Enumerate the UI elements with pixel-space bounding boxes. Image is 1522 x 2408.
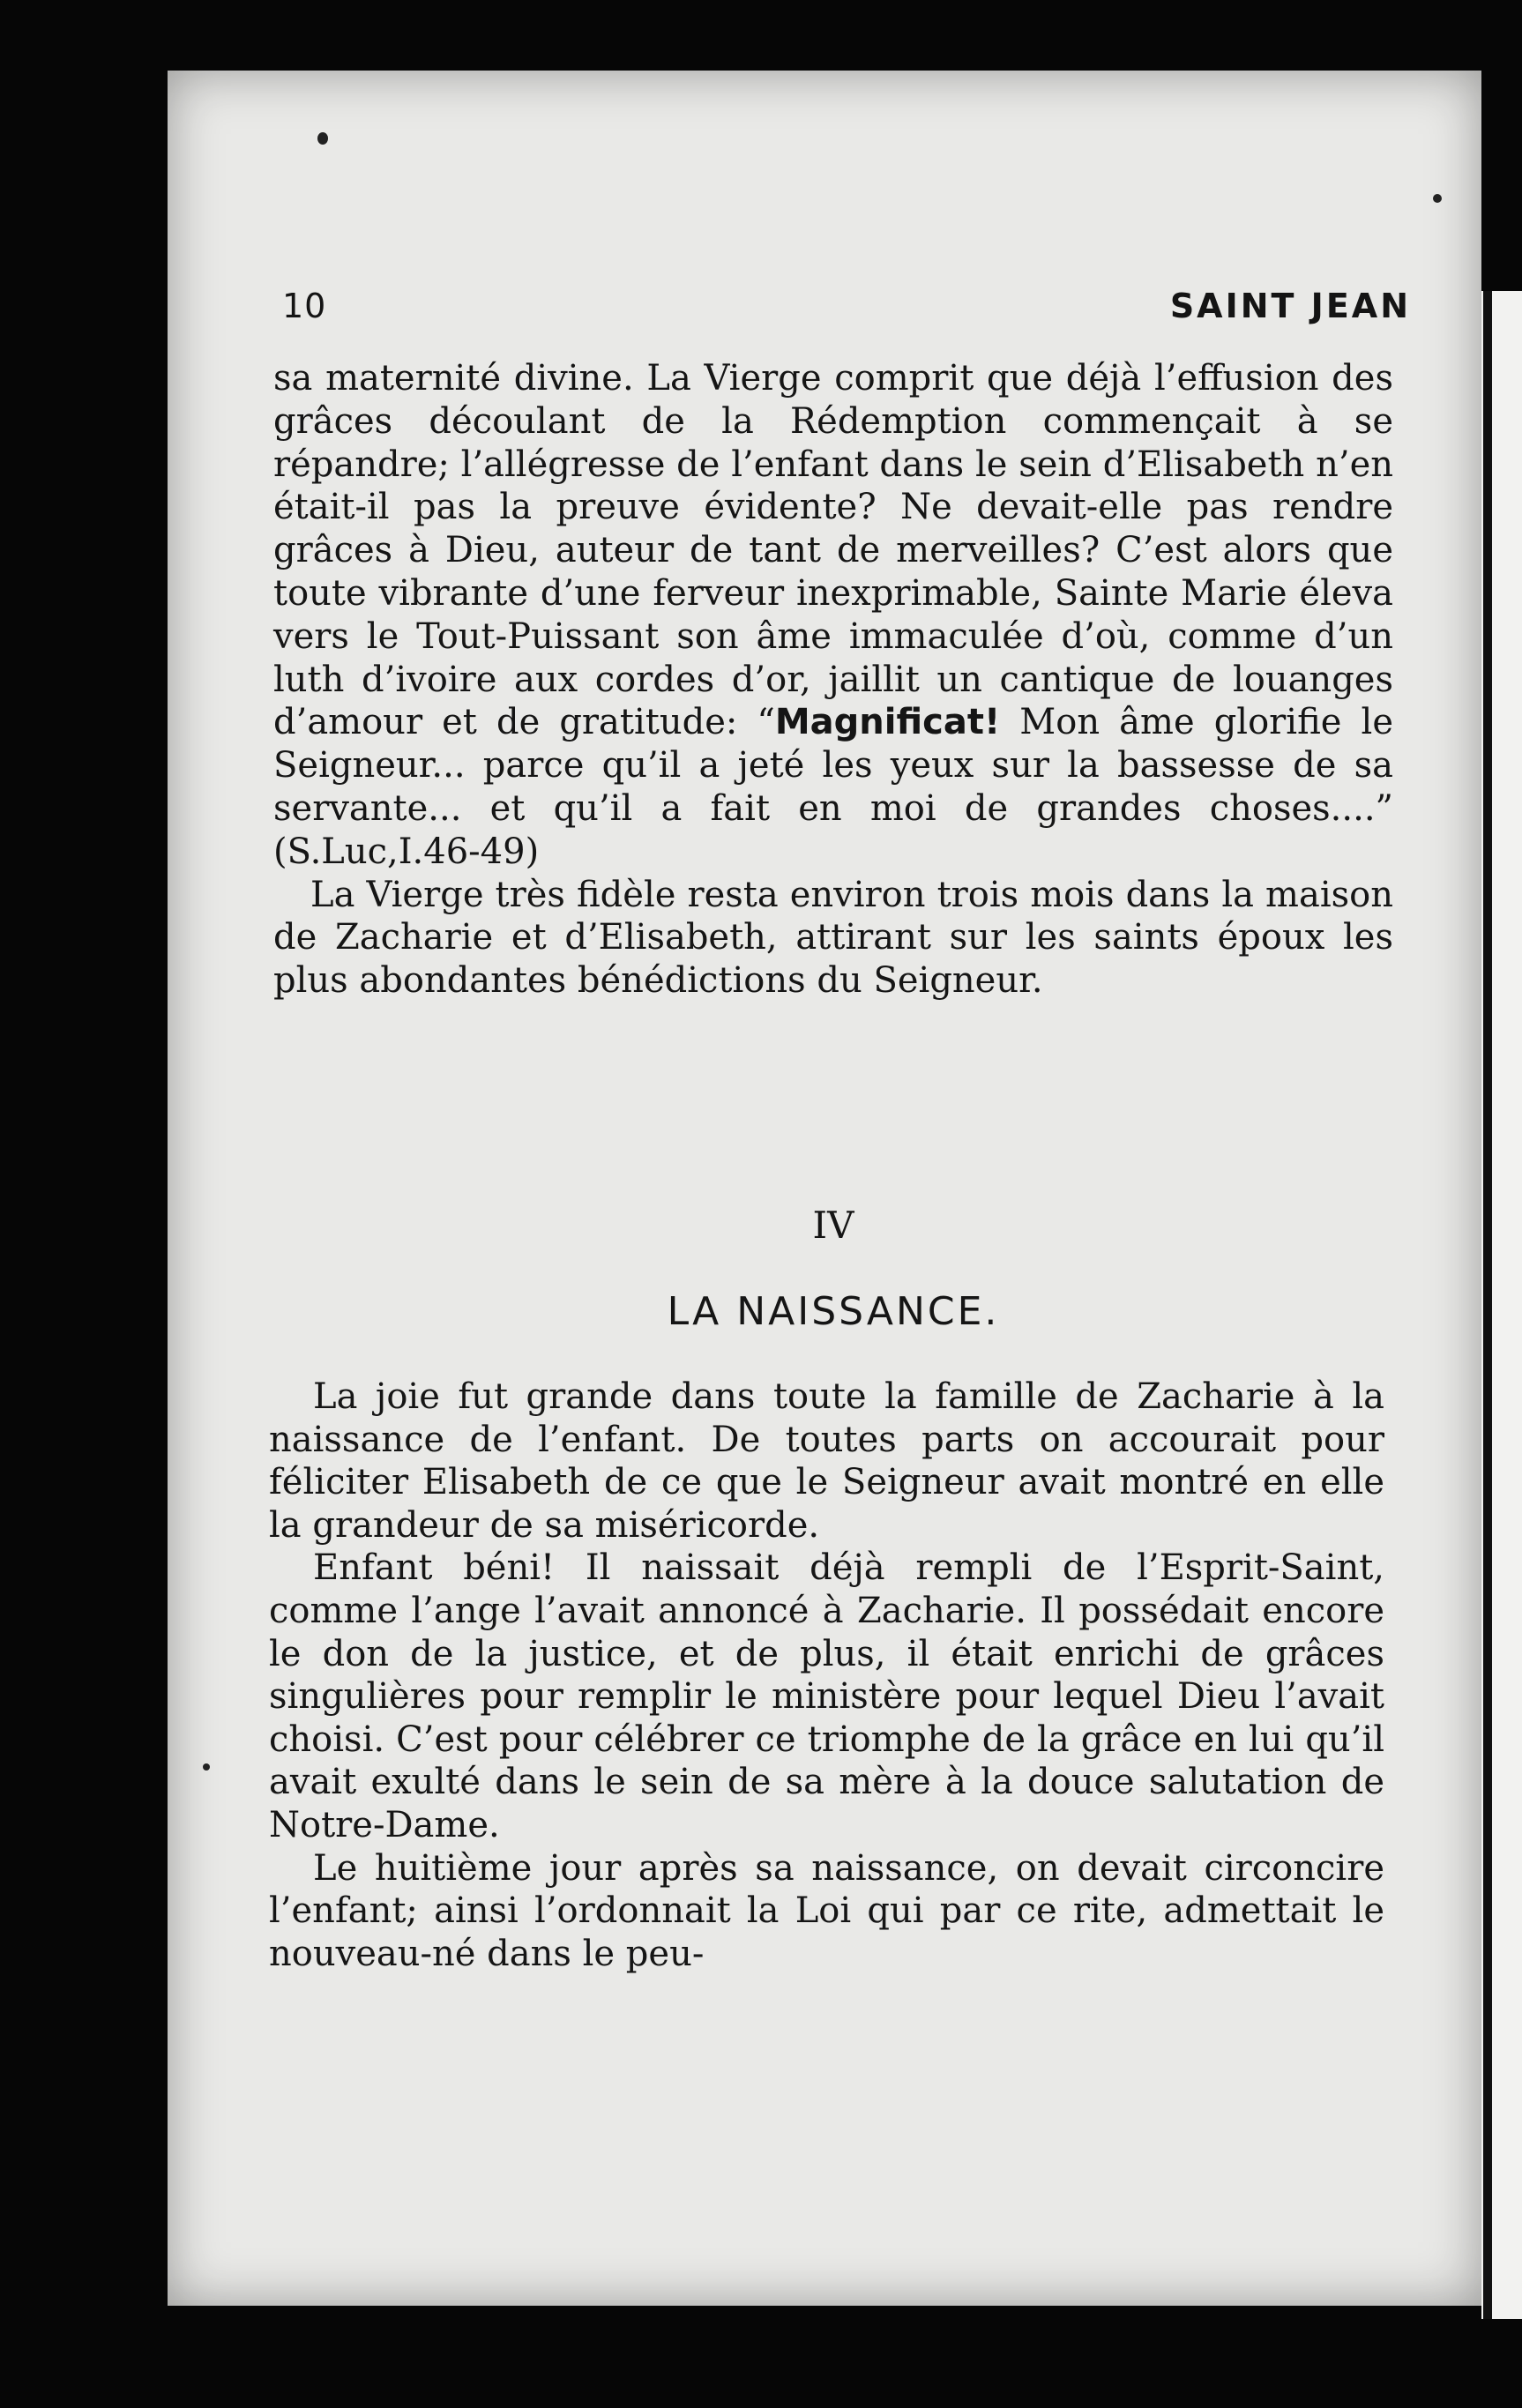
paragraph: La joie fut grande dans toute la famille de Zacharie à la naissance de l’enfant. De toutes parts on accourait pour féliciter Elisabeth de ce que le Seigneur avait montré en elle la grandeur de sa miséricorde. [269, 1376, 1384, 1546]
paragraph-text: Mon âme glorifie le Seigneur... parce qu’il a jeté les yeux sur la bassesse de sa servante... et qu’il a fait en moi de grandes choses....” (S.Luc,I.46-49) [273, 702, 1393, 872]
page-number: 10 [282, 287, 327, 325]
paragraph: Le huitième jour après sa naissance, on devait circoncire l’enfant; ainsi l’ordonnait la Loi qui par ce rite, admettait le nouveau-né dans le peu- [269, 1847, 1384, 1974]
paragraph-text: sa maternité divine. La Vierge comprit que déjà l’effusion des grâces découlant de la Rédemption commençait à se répandre; l’allégresse de l’enfant dans le sein d’Elisabeth n’en était-il pas la preuve évidente? Ne devait-elle pas rendre grâces à Dieu, auteur de tant de merveilles? C’est alors que toute vibrante d’une ferveur inexprimable, Sainte Marie éleva vers le Tout-Puissant son âme immaculée d’où, comme d’un luth d’ivoire aux cordes d’or, jaillit un cantique de louanges d’amour et de gratitude: “ [273, 358, 1393, 743]
running-head [282, 287, 1411, 339]
scan-speck [317, 132, 328, 145]
scan-speck [1433, 194, 1442, 203]
chapter-number: IV [812, 1204, 854, 1247]
paragraph-magnificat [273, 357, 1393, 874]
adjacent-page-edge [1481, 291, 1522, 2319]
chapter-title: LA NAISSANCE. [667, 1289, 1000, 1334]
paragraph: Enfant béni! Il naissait déjà rempli de l’Esprit-Saint, comme l’ange l’avait annoncé à Zacharie. Il possédait encore le don de la justice, et de plus, il était enrichi de grâces singulières pour remplir le ministère pour lequel Dieu l’avait choisi. C’est pour célébrer ce triomphe de la grâce en lui qu’il avait exulté dans le sein de sa mère à la douce salutation de Notre-Dame. [269, 1547, 1384, 1845]
magnificat-emphasis: Magnificat! [774, 702, 1001, 743]
paragraph-stay: La Vierge très fidèle resta environ trois mois dans la maison de Zacharie et d’Elisabeth, attirant sur les saints époux les plus abondantes bénédictions du Seigneur. [273, 874, 1393, 1002]
section-one-text [273, 357, 1393, 1003]
running-title: SAINT JEAN [1169, 287, 1411, 325]
section-two-text [269, 1375, 1384, 1975]
scan-speck [203, 1763, 210, 1771]
